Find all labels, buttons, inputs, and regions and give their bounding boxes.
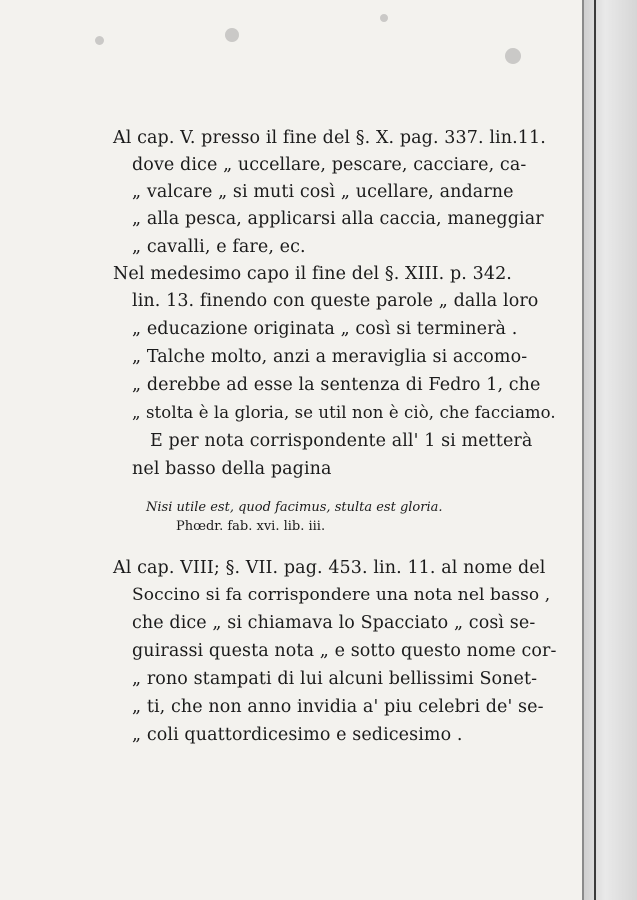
text-line: Soccino si fa corrispondere una nota nel basso , [132, 585, 551, 605]
text-line: Al cap. V. presso il fine del §. X. pag. 337. lin.11. [113, 128, 546, 148]
text-line: Al cap. VIII; §. VII. pag. 453. lin. 11. al nome del [113, 558, 546, 578]
ink-spot [505, 48, 521, 64]
page-gutter [584, 0, 637, 900]
ink-spot [95, 36, 104, 45]
text-line: nel basso della pagina [132, 459, 332, 479]
text-line: „ alla pesca, applicarsi alla caccia, maneggiar [132, 209, 544, 229]
text-line: „ ti, che non anno invidia a' piu celebri de' se- [132, 697, 544, 717]
text-line: guirassi questa nota „ e sotto questo nome cor- [132, 641, 557, 661]
text-line: dove dice „ uccellare, pescare, cacciare, ca- [132, 155, 527, 175]
text-line: „ Talche molto, anzi a meraviglia si accomo- [132, 347, 528, 367]
text-line: „ educazione originata „ così si terminerà . [132, 319, 518, 339]
text-line: „ rono stampati di lui alcuni bellissimi Sonet- [132, 669, 538, 689]
text-line: lin. 13. finendo con queste parole „ dalla loro [132, 291, 539, 311]
quotation-line: Nisi utile est, quod facimus, stulta est gloria. [146, 500, 443, 515]
text-line: che dice „ si chiamava lo Spacciato „ così se- [132, 613, 536, 633]
text-line: E per nota corrispondente all' 1 si metterà [150, 431, 533, 451]
ink-spot [225, 28, 239, 42]
text-line: „ cavalli, e fare, ec. [132, 237, 306, 257]
text-line: „ derebbe ad esse la sentenza di Fedro 1, che [132, 375, 541, 395]
text-line: „ stolta è la gloria, se util non è ciò, che facciamo. [132, 403, 556, 422]
quotation-citation: Phœdr. fab. xvi. lib. iii. [176, 519, 326, 534]
text-line: „ valcare „ si muti così „ ucellare, andarne [132, 182, 514, 202]
ink-spot [380, 14, 388, 22]
text-line: „ coli quattordicesimo e sedicesimo . [132, 725, 463, 745]
text-line: Nel medesimo capo il fine del §. XIII. p. 342. [113, 264, 512, 284]
page-edge [594, 0, 596, 900]
